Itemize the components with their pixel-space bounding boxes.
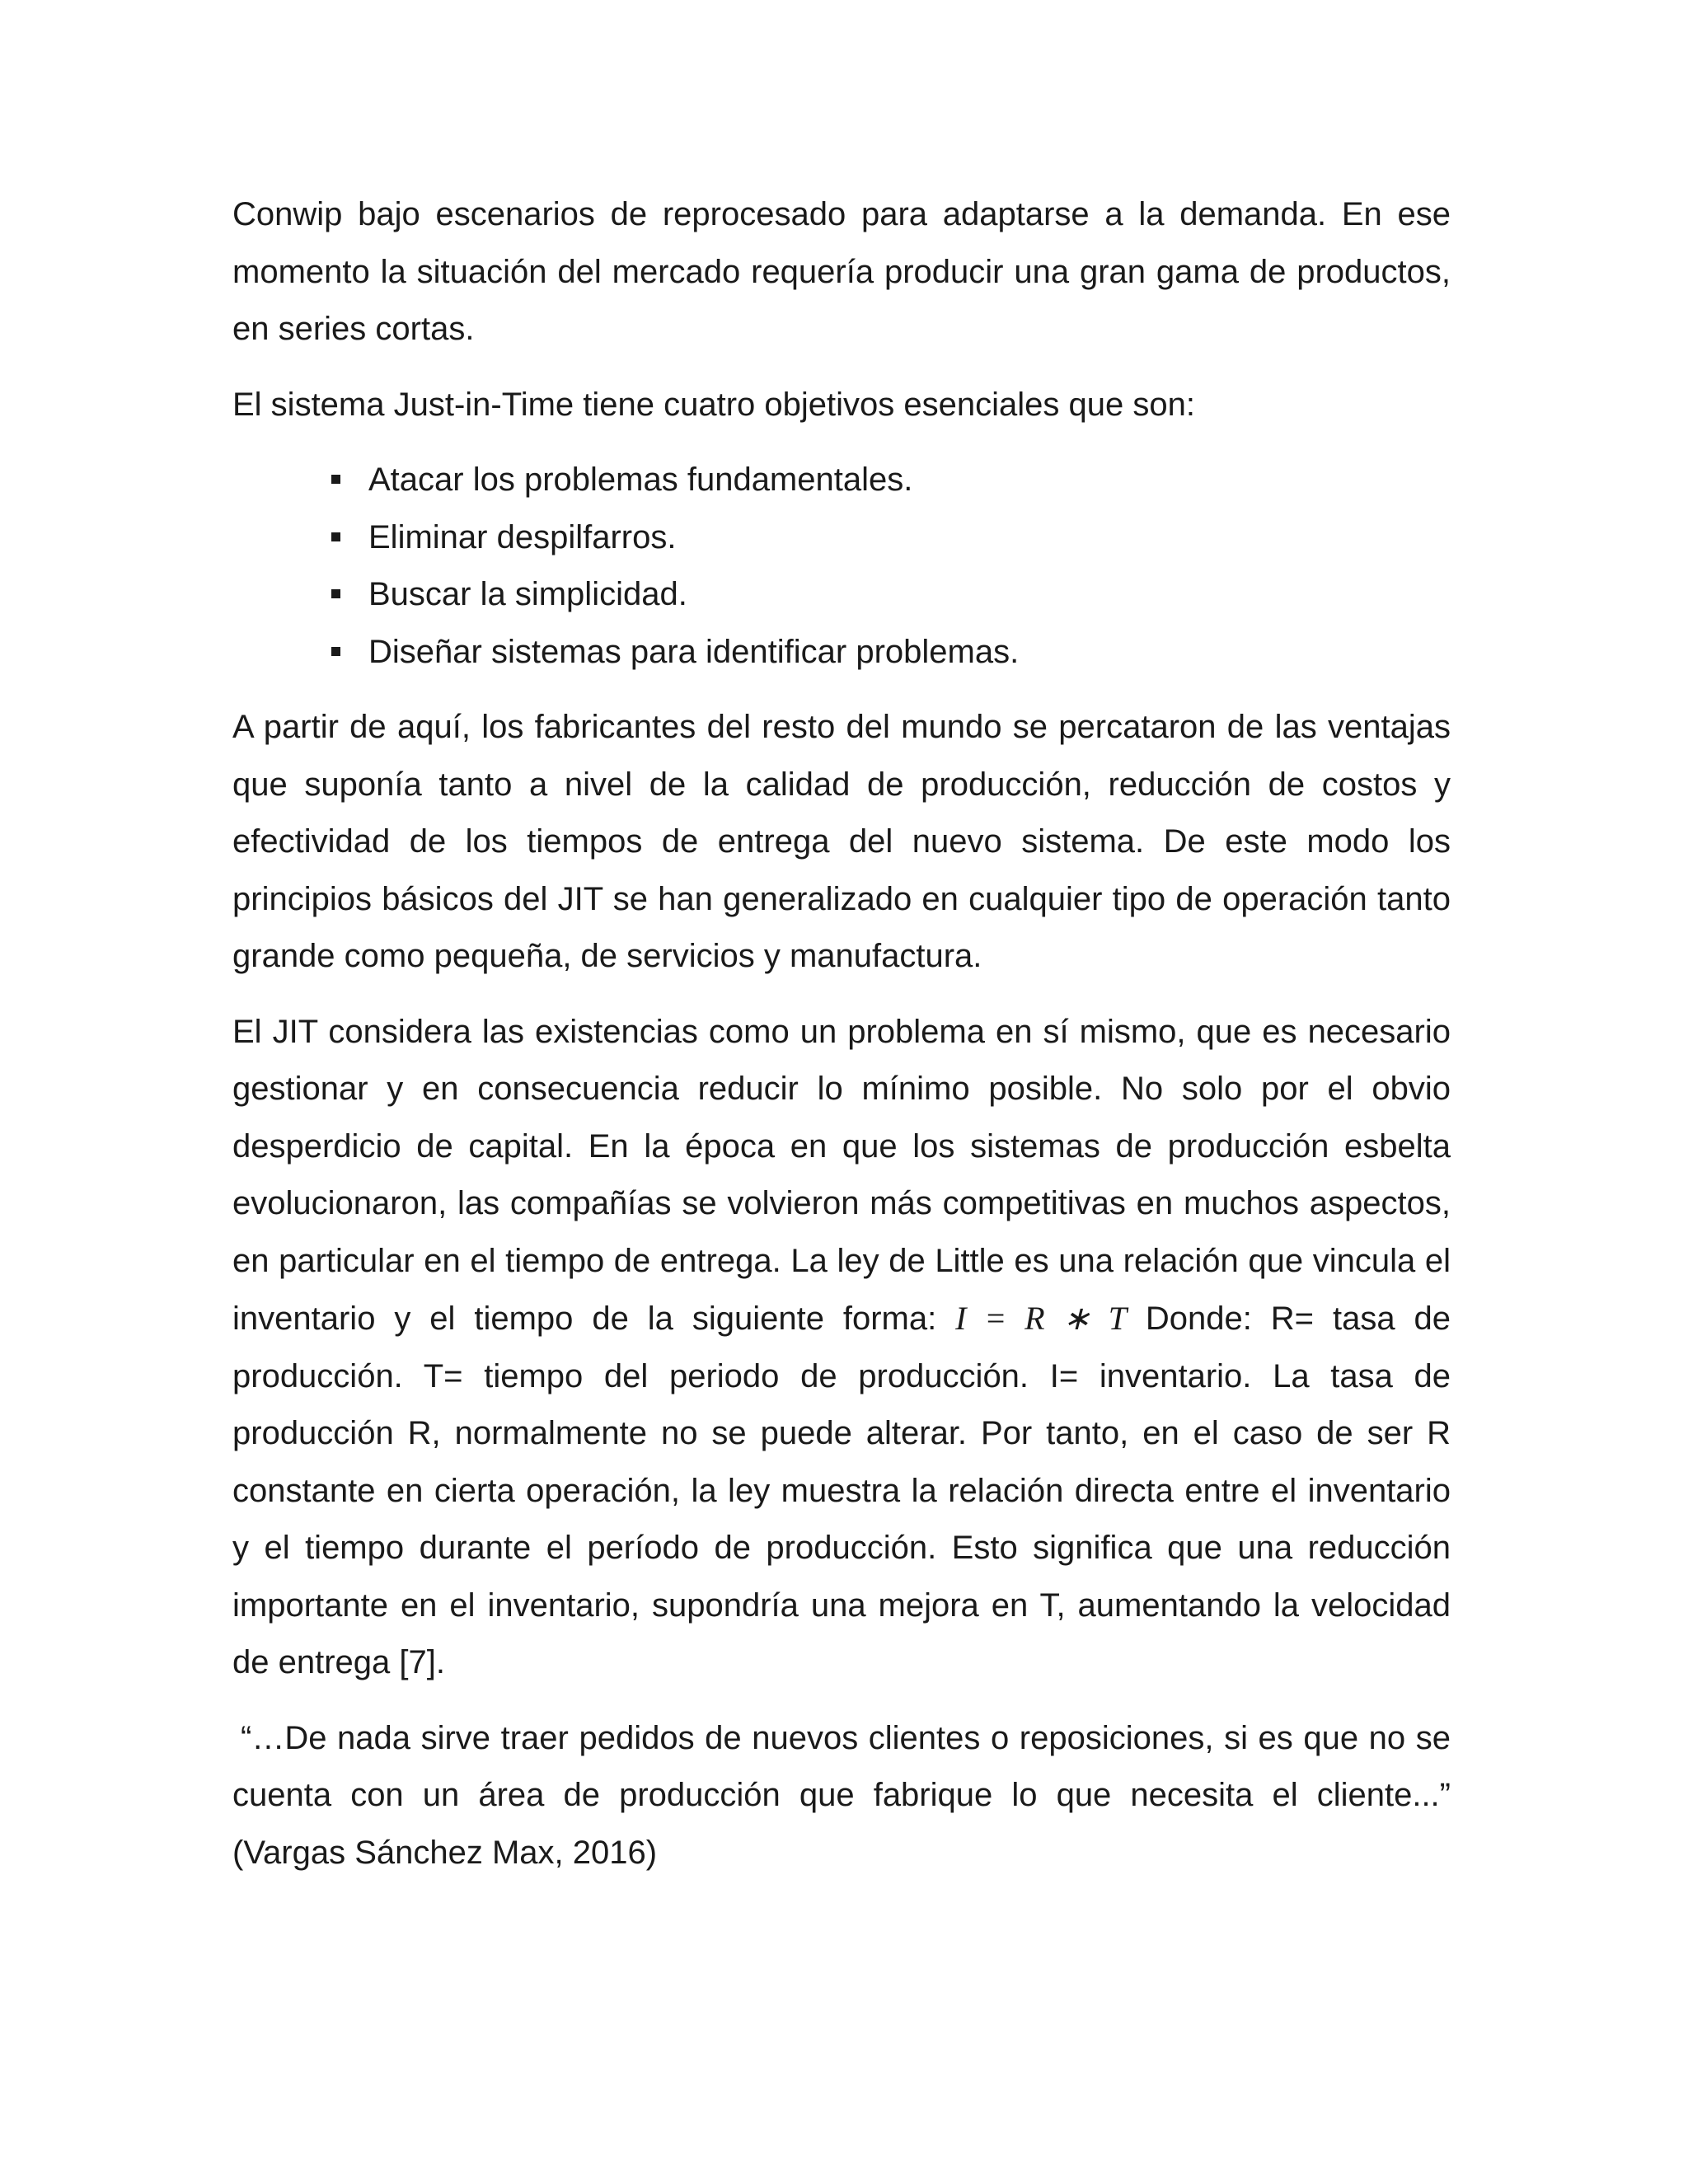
paragraph-text-after-formula: Donde: R= tasa de producción. T= tiempo del periodo de producción. I= inventario. La tasa de producción R, normalmente no se puede alterar. Por tanto, en el caso de ser R constante en cierta operación, la ley muestra la relación directa entre el inventario y el tiempo durante el período de producción. Esto significa que una reducción importante en el inventario, supondría una mejora en T, aumentando la velocidad de entrega [7]. [232,1301,1451,1680]
quote-vargas: “…De nada sirve traer pedidos de nuevos clientes o reposiciones, si es que no se cuenta con un área de producción que fabrique lo que necesita el cliente...” (Vargas Sánchez Max, 2016) [232,1719,1451,1871]
square-bullet-icon [331,475,340,484]
list-item-text: Buscar la simplicidad. [368,576,687,612]
paragraph-text-before-formula: El JIT considera las existencias como un problema en sí mismo, que es necesario gestionar y en consecuencia reducir lo mínimo posible. No solo por el obvio desperdicio de capital. En la época en que los sistemas de producción esbelta evolucionaron, las compañías se volvieron más competitivas en muchos aspectos, en particular en el tiempo de entrega. La ley de Little es una relación que vincula el inventario y el tiempo de la siguiente forma: [232,1013,1451,1337]
paragraph-little-law [232,1004,1451,1692]
paragraph-conwip: Conwip bajo escenarios de reprocesado para adaptarse a la demanda. En ese momento la situación del mercado requería producir una gran gama de productos, en series cortas. [232,196,1451,347]
list-item [331,452,1451,509]
document-page [232,186,1451,1900]
list-item [331,624,1451,682]
square-bullet-icon [331,532,340,541]
list-item-text: Atacar los problemas fundamentales. [368,462,913,498]
paragraph-jit-adoption: A partir de aquí, los fabricantes del resto del mundo se percataron de las ventajas que suponía tanto a nivel de la calidad de producción, reducción de costos y efectividad de los tiempos de entrega del nuevo sistema. De este modo los principios básicos del JIT se han generalizado en cualquier tipo de operación tanto grande como pequeña, de servicios y manufactura. [232,709,1451,974]
objectives-list [232,452,1451,681]
little-law-formula: I = R ∗ T [955,1300,1127,1337]
list-item [331,566,1451,624]
square-bullet-icon [331,647,340,656]
paragraph-jit-objectives-intro: El sistema Just-in-Time tiene cuatro objetivos esenciales que son: [232,386,1195,423]
list-item-text: Diseñar sistemas para identificar problemas. [368,633,1020,670]
list-item [331,509,1451,567]
list-item-text: Eliminar despilfarros. [368,518,677,555]
square-bullet-icon [331,589,340,598]
